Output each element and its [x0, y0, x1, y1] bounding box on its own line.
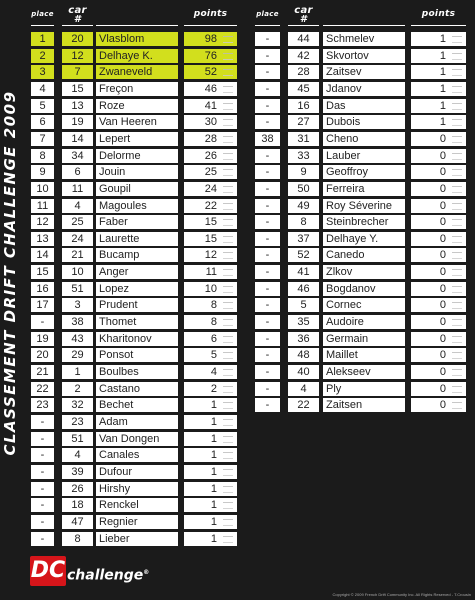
place-cell: -: [31, 432, 54, 446]
right-header-car-line: #: [299, 13, 308, 25]
points-cell: 0: [411, 315, 466, 329]
points-cell: 28: [184, 132, 237, 146]
place-cell: -: [31, 415, 54, 429]
car-cell: 27: [288, 115, 319, 129]
dc-challenge-logo: [30, 556, 149, 586]
right-header-place: [255, 4, 280, 26]
left-header-place: [31, 4, 54, 26]
car-cell: 28: [288, 65, 319, 79]
car-cell: 23: [62, 415, 93, 429]
place-cell: -: [255, 82, 280, 96]
name-cell: Cornec: [323, 298, 405, 312]
place-cell: -: [255, 332, 280, 346]
name-cell: Goupil: [96, 182, 178, 196]
car-cell: 35: [288, 315, 319, 329]
points-cell: 0: [411, 398, 466, 412]
left-header-place-line: place: [31, 10, 54, 18]
car-cell: 43: [62, 332, 93, 346]
place-cell: -: [31, 465, 54, 479]
points-cell: 1: [184, 515, 237, 529]
place-cell: -: [255, 115, 280, 129]
place-cell: 21: [31, 365, 54, 379]
logo-registered: ®: [143, 569, 150, 577]
name-cell: Canales: [96, 448, 178, 462]
name-cell: Laurette: [96, 232, 178, 246]
name-cell: Delhaye K.: [96, 49, 178, 63]
points-cell: 1: [184, 465, 237, 479]
left-header-points-line: points: [193, 9, 228, 19]
car-cell: 44: [288, 32, 319, 46]
car-cell: 4: [62, 448, 93, 462]
place-cell: -: [255, 248, 280, 262]
place-cell: -: [255, 199, 280, 213]
points-cell: 0: [411, 298, 466, 312]
place-cell: -: [255, 365, 280, 379]
place-cell: -: [31, 315, 54, 329]
points-cell: 6: [184, 332, 237, 346]
car-cell: 9: [288, 165, 319, 179]
left-header-points: [184, 4, 237, 26]
place-cell: -: [255, 215, 280, 229]
car-cell: 8: [62, 532, 93, 546]
place-cell: 19: [31, 332, 54, 346]
points-cell: 10: [184, 282, 237, 296]
car-cell: 32: [62, 398, 93, 412]
car-cell: 13: [62, 99, 93, 113]
car-cell: 50: [288, 182, 319, 196]
place-cell: 1: [31, 32, 54, 46]
name-cell: Skvortov: [323, 49, 405, 63]
place-cell: -: [255, 265, 280, 279]
name-cell: Kharitonov: [96, 332, 178, 346]
car-cell: 36: [288, 332, 319, 346]
logo-word: [67, 563, 149, 586]
place-cell: 23: [31, 398, 54, 412]
place-cell: 15: [31, 265, 54, 279]
name-cell: Roy Séverine: [323, 199, 405, 213]
place-cell: 8: [31, 149, 54, 163]
place-cell: -: [255, 348, 280, 362]
name-cell: Steinbrecher: [323, 215, 405, 229]
car-cell: 37: [288, 232, 319, 246]
name-cell: Jouin: [96, 165, 178, 179]
points-cell: 0: [411, 348, 466, 362]
points-cell: 1: [411, 99, 466, 113]
name-cell: Germain: [323, 332, 405, 346]
car-cell: 38: [62, 315, 93, 329]
points-cell: 0: [411, 365, 466, 379]
car-cell: 15: [62, 82, 93, 96]
points-cell: 1: [411, 65, 466, 79]
place-cell: 10: [31, 182, 54, 196]
points-cell: 0: [411, 382, 466, 396]
points-cell: 12: [184, 248, 237, 262]
points-cell: 0: [411, 215, 466, 229]
place-cell: -: [255, 99, 280, 113]
right-header-points: [411, 4, 466, 26]
place-cell: 11: [31, 199, 54, 213]
points-cell: 15: [184, 232, 237, 246]
place-cell: 3: [31, 65, 54, 79]
points-cell: 1: [184, 448, 237, 462]
car-cell: 29: [62, 348, 93, 362]
place-cell: -: [255, 298, 280, 312]
name-cell: Vlasblom: [96, 32, 178, 46]
name-cell: Thomet: [96, 315, 178, 329]
side-title: CLASSEMENT DRIFT CHALLENGE 2009: [1, 90, 19, 456]
place-cell: -: [31, 448, 54, 462]
name-cell: Maillet: [323, 348, 405, 362]
name-cell: Regnier: [96, 515, 178, 529]
place-cell: 9: [31, 165, 54, 179]
car-cell: 3: [62, 298, 93, 312]
points-cell: 0: [411, 282, 466, 296]
name-cell: Renckel: [96, 498, 178, 512]
car-cell: 2: [62, 382, 93, 396]
name-cell: Prudent: [96, 298, 178, 312]
car-cell: 25: [62, 215, 93, 229]
place-cell: -: [255, 398, 280, 412]
name-cell: Hirshy: [96, 482, 178, 496]
car-cell: 31: [288, 132, 319, 146]
name-cell: Dubois: [323, 115, 405, 129]
logo-word-text: challenge: [67, 568, 144, 584]
left-header-car: [62, 4, 93, 26]
points-cell: 0: [411, 232, 466, 246]
place-cell: -: [255, 149, 280, 163]
points-cell: 30: [184, 115, 237, 129]
place-cell: 6: [31, 115, 54, 129]
place-cell: 12: [31, 215, 54, 229]
name-cell: Schmelev: [323, 32, 405, 46]
place-cell: -: [31, 482, 54, 496]
right-header-car: [288, 4, 319, 26]
name-cell: Audoire: [323, 315, 405, 329]
name-cell: Zaitsen: [323, 398, 405, 412]
place-cell: -: [255, 282, 280, 296]
points-cell: 8: [184, 298, 237, 312]
place-cell: -: [255, 49, 280, 63]
left-header-car-line: #: [73, 13, 82, 25]
car-cell: 52: [288, 248, 319, 262]
car-cell: 46: [288, 282, 319, 296]
points-cell: 0: [411, 165, 466, 179]
car-cell: 48: [288, 348, 319, 362]
car-cell: 16: [288, 99, 319, 113]
place-cell: 38: [255, 132, 280, 146]
car-cell: 39: [62, 465, 93, 479]
name-cell: Bechet: [96, 398, 178, 412]
car-cell: 14: [62, 132, 93, 146]
name-cell: Delhaye Y.: [323, 232, 405, 246]
name-cell: Van Dongen: [96, 432, 178, 446]
name-cell: Lepert: [96, 132, 178, 146]
place-cell: -: [255, 182, 280, 196]
name-cell: Anger: [96, 265, 178, 279]
name-cell: Boulbes: [96, 365, 178, 379]
points-cell: 1: [184, 532, 237, 546]
car-cell: 7: [62, 65, 93, 79]
name-cell: Adam: [96, 415, 178, 429]
car-cell: 51: [62, 432, 93, 446]
car-cell: 11: [62, 182, 93, 196]
car-cell: 24: [62, 232, 93, 246]
place-cell: 7: [31, 132, 54, 146]
car-cell: 10: [62, 265, 93, 279]
name-cell: Magoules: [96, 199, 178, 213]
name-cell: Das: [323, 99, 405, 113]
car-cell: 26: [62, 482, 93, 496]
points-cell: 1: [411, 82, 466, 96]
car-cell: 40: [288, 365, 319, 379]
points-cell: 1: [184, 498, 237, 512]
place-cell: 20: [31, 348, 54, 362]
place-cell: -: [31, 515, 54, 529]
name-cell: Ply: [323, 382, 405, 396]
points-cell: 0: [411, 265, 466, 279]
car-cell: 47: [62, 515, 93, 529]
place-cell: -: [255, 165, 280, 179]
name-cell: Cheno: [323, 132, 405, 146]
car-cell: 22: [288, 398, 319, 412]
points-cell: 1: [184, 432, 237, 446]
car-cell: 12: [62, 49, 93, 63]
points-cell: 98: [184, 32, 237, 46]
car-cell: 4: [288, 382, 319, 396]
points-cell: 24: [184, 182, 237, 196]
points-cell: 0: [411, 132, 466, 146]
points-cell: 1: [411, 32, 466, 46]
points-cell: 11: [184, 265, 237, 279]
place-cell: 5: [31, 99, 54, 113]
left-header-name: [96, 4, 178, 26]
points-cell: 1: [411, 49, 466, 63]
points-cell: 2: [184, 382, 237, 396]
place-cell: -: [255, 232, 280, 246]
right-header-car-line: car: [294, 4, 313, 16]
place-cell: -: [31, 498, 54, 512]
points-cell: 0: [411, 248, 466, 262]
right-header-place-line: place: [256, 10, 279, 18]
left-header-car-line: car: [68, 4, 87, 16]
place-cell: 17: [31, 298, 54, 312]
points-cell: 1: [411, 115, 466, 129]
points-cell: 1: [184, 398, 237, 412]
points-cell: 1: [184, 415, 237, 429]
car-cell: 49: [288, 199, 319, 213]
car-cell: 20: [62, 32, 93, 46]
logo-mark: DC: [30, 556, 66, 586]
name-cell: Lieber: [96, 532, 178, 546]
name-cell: Zlkov: [323, 265, 405, 279]
name-cell: Roze: [96, 99, 178, 113]
name-cell: Jdanov: [323, 82, 405, 96]
right-header-points-line: points: [421, 9, 456, 19]
name-cell: Lopez: [96, 282, 178, 296]
car-cell: 8: [288, 215, 319, 229]
car-cell: 33: [288, 149, 319, 163]
points-cell: 0: [411, 332, 466, 346]
points-cell: 26: [184, 149, 237, 163]
name-cell: Ferreira: [323, 182, 405, 196]
name-cell: Alekseev: [323, 365, 405, 379]
name-cell: Bogdanov: [323, 282, 405, 296]
place-cell: 16: [31, 282, 54, 296]
car-cell: 51: [62, 282, 93, 296]
car-cell: 6: [62, 165, 93, 179]
name-cell: Zaitsev: [323, 65, 405, 79]
car-cell: 21: [62, 248, 93, 262]
points-cell: 0: [411, 182, 466, 196]
name-cell: Castano: [96, 382, 178, 396]
points-cell: 5: [184, 348, 237, 362]
name-cell: Bucamp: [96, 248, 178, 262]
points-cell: 8: [184, 315, 237, 329]
points-cell: 76: [184, 49, 237, 63]
points-cell: 46: [184, 82, 237, 96]
name-cell: Faber: [96, 215, 178, 229]
name-cell: Ponsot: [96, 348, 178, 362]
car-cell: 18: [62, 498, 93, 512]
car-cell: 45: [288, 82, 319, 96]
points-cell: 1: [184, 482, 237, 496]
points-cell: 52: [184, 65, 237, 79]
place-cell: 13: [31, 232, 54, 246]
place-cell: -: [255, 315, 280, 329]
name-cell: Zwaneveld: [96, 65, 178, 79]
car-cell: 1: [62, 365, 93, 379]
points-cell: 4: [184, 365, 237, 379]
place-cell: -: [255, 382, 280, 396]
name-cell: Dufour: [96, 465, 178, 479]
place-cell: 4: [31, 82, 54, 96]
points-cell: 22: [184, 199, 237, 213]
place-cell: -: [255, 65, 280, 79]
points-cell: 41: [184, 99, 237, 113]
car-cell: 5: [288, 298, 319, 312]
name-cell: Delorme: [96, 149, 178, 163]
place-cell: -: [31, 532, 54, 546]
place-cell: 14: [31, 248, 54, 262]
points-cell: 0: [411, 199, 466, 213]
car-cell: 42: [288, 49, 319, 63]
car-cell: 4: [62, 199, 93, 213]
name-cell: Geoffroy: [323, 165, 405, 179]
points-cell: 15: [184, 215, 237, 229]
right-header-name: [323, 4, 405, 26]
name-cell: Lauber: [323, 149, 405, 163]
name-cell: Canedo: [323, 248, 405, 262]
car-cell: 19: [62, 115, 93, 129]
car-cell: 41: [288, 265, 319, 279]
name-cell: Freçon: [96, 82, 178, 96]
place-cell: 2: [31, 49, 54, 63]
place-cell: 22: [31, 382, 54, 396]
car-cell: 34: [62, 149, 93, 163]
points-cell: 0: [411, 149, 466, 163]
copyright-notice: Copyright © 2009 French Drift Community Inc. All Rights Reserved - T.Crousin: [332, 592, 471, 597]
name-cell: Van Heeren: [96, 115, 178, 129]
points-cell: 25: [184, 165, 237, 179]
place-cell: -: [255, 32, 280, 46]
